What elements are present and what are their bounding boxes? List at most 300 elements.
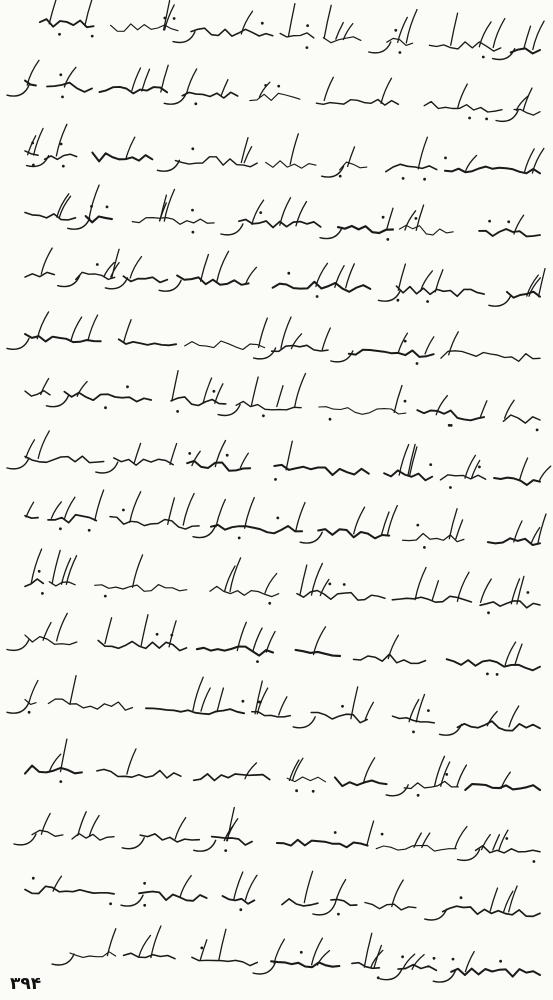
diacritic-dot: [191, 147, 194, 150]
diacritic-dot: [412, 731, 415, 734]
handwriting-stroke: [424, 102, 502, 112]
handwriting-stroke: [221, 80, 228, 95]
handwriting-stroke: [25, 151, 38, 155]
handwriting-stroke: [57, 194, 69, 217]
handwriting-stroke: [320, 579, 329, 595]
diacritic-dot: [188, 452, 191, 455]
diacritic-dot: [449, 486, 452, 489]
diacritic-dot: [143, 904, 146, 907]
diacritic-dot: [533, 860, 536, 863]
diacritic-dot: [90, 205, 93, 208]
handwriting-stroke: [70, 676, 76, 705]
diacritic-dot: [429, 463, 432, 466]
diacritic-dot: [62, 165, 65, 168]
diacritic-dot: [268, 602, 271, 605]
diacritic-dot: [104, 595, 107, 598]
handwriting-stroke: [236, 401, 301, 409]
handwriting-stroke: [62, 558, 71, 584]
diacritic-dot: [143, 882, 146, 885]
handwriting-stroke: [41, 248, 52, 274]
handwriting-stroke: [146, 708, 244, 714]
handwriting-stroke: [52, 954, 74, 965]
diacritic-dot: [341, 705, 344, 708]
handwriting-stroke: [539, 269, 546, 297]
handwriting-stroke: [48, 515, 96, 523]
handwriting-stroke: [280, 198, 291, 226]
handwriting-stroke: [31, 549, 41, 583]
handwriting-stroke: [34, 128, 44, 155]
handwriting-stroke: [241, 138, 248, 163]
diacritic-dot: [194, 102, 197, 105]
handwriting-stroke: [396, 286, 484, 296]
handwriting-stroke: [201, 255, 209, 282]
diacritic-dot: [106, 206, 109, 209]
handwriting-stroke: [324, 5, 331, 38]
diacritic-dot: [487, 611, 490, 614]
handwriting-stroke: [38, 431, 49, 459]
handwriting-stroke: [221, 224, 243, 235]
handwriting-stroke: [110, 517, 199, 530]
diacritic-dot: [59, 780, 62, 783]
handwriting-stroke: [253, 628, 262, 651]
handwriting-stroke: [274, 465, 369, 475]
handwriting-stroke: [240, 453, 248, 468]
diacritic-dot: [295, 789, 298, 792]
diacritic-dot: [173, 17, 176, 20]
handwriting-stroke: [399, 445, 409, 476]
handwriting-stroke: [519, 458, 527, 481]
handwriting-stroke: [293, 717, 315, 728]
diacritic-dot: [300, 951, 303, 954]
diacritic-dot: [32, 164, 35, 167]
handwriting-stroke: [288, 4, 295, 37]
diacritic-dot: [261, 22, 264, 25]
handwriting-stroke: [7, 640, 29, 651]
handwriting-stroke: [290, 760, 299, 780]
handwriting-stroke: [185, 341, 265, 350]
handwriting-stroke: [392, 880, 403, 907]
diacritic-dot: [277, 85, 280, 88]
handwriting-stroke: [435, 270, 443, 292]
handwriting-stroke: [493, 835, 500, 850]
diacritic-dot: [59, 73, 62, 76]
diacritic-dot: [452, 958, 455, 961]
diacritic-dot: [377, 976, 380, 979]
diacritic-dot: [394, 29, 397, 32]
handwriting-stroke: [515, 644, 522, 665]
handwriting-stroke: [26, 440, 35, 458]
diacritic-dot: [312, 790, 315, 793]
handwriting-stroke: [58, 276, 80, 287]
diacritic-dot: [334, 831, 337, 834]
diacritic-dot: [485, 118, 488, 121]
handwriting-stroke: [282, 899, 318, 906]
handwriting-stroke: [417, 410, 484, 420]
handwriting-stroke: [169, 621, 176, 647]
diacritic-dot: [416, 524, 419, 527]
handwriting-stroke: [403, 534, 464, 542]
handwriting-stroke: [324, 77, 333, 100]
diacritic-dot: [426, 300, 429, 303]
handwriting-stroke: [97, 769, 181, 778]
handwriting-stroke: [435, 756, 445, 786]
handwriting-stroke: [211, 525, 302, 533]
handwriting-stroke: [53, 876, 61, 891]
diacritic-dot: [224, 849, 227, 852]
diacritic-dot: [31, 142, 34, 145]
handwriting-stroke: [416, 695, 424, 723]
diacritic-dot: [316, 295, 319, 298]
handwriting-stroke: [440, 475, 485, 480]
handwriting-stroke: [126, 137, 135, 158]
handwriting-stroke: [480, 601, 540, 608]
diacritic-dot: [460, 896, 463, 899]
handwriting-stroke: [132, 218, 214, 225]
handwriting-stroke: [272, 345, 328, 351]
handwriting-stroke: [393, 716, 435, 723]
handwriting-stroke: [89, 816, 99, 836]
handwriting-stroke: [71, 317, 82, 340]
handwriting-stroke: [277, 840, 368, 848]
handwriting-stroke: [161, 65, 168, 92]
handwriting-stroke: [200, 940, 207, 960]
diacritic-dot: [468, 117, 471, 120]
handwriting-stroke: [133, 555, 143, 587]
handwriting-stroke: [227, 808, 234, 841]
handwriting-stroke: [7, 338, 29, 349]
handwriting-stroke: [25, 635, 77, 645]
handwriting-stroke: [398, 333, 407, 353]
handwriting-stroke: [76, 272, 115, 279]
handwriting-stroke: [193, 527, 215, 538]
handwriting-stroke: [51, 502, 61, 518]
handwriting-stroke: [191, 28, 273, 36]
handwriting-stroke: [172, 371, 178, 402]
handwriting-stroke: [95, 585, 187, 592]
handwriting-stroke: [252, 377, 259, 405]
handwriting-stroke: [494, 478, 540, 485]
handwriting-stroke: [48, 699, 132, 710]
handwriting-stroke: [338, 226, 393, 233]
diacritic-dot: [399, 51, 402, 54]
handwriting-stroke: [170, 444, 177, 465]
handwriting-stroke: [105, 618, 112, 644]
diacritic-dot: [536, 429, 539, 432]
diacritic-dot: [91, 35, 94, 38]
handwriting-stroke: [507, 292, 540, 298]
handwriting-stroke: [273, 282, 371, 292]
handwriting-stroke: [197, 647, 273, 656]
handwriting-stroke: [295, 374, 306, 408]
diacritic-dot: [264, 84, 267, 87]
handwriting-stroke: [25, 456, 104, 462]
handwriting-stroke: [369, 42, 391, 53]
handwriting-stroke: [364, 933, 372, 967]
diacritic-dot: [382, 216, 385, 219]
handwriting-stroke: [476, 846, 540, 853]
handwriting-stroke: [121, 895, 143, 906]
handwriting-stroke: [425, 337, 434, 354]
diacritic-dot: [496, 673, 499, 676]
diacritic-dot: [109, 902, 112, 905]
diacritic-dot: [448, 424, 451, 427]
handwriting-stroke: [281, 317, 291, 348]
handwriting-stroke: [290, 134, 298, 165]
diacritic-dot: [259, 701, 262, 704]
diacritic-dot: [41, 592, 44, 595]
handwriting-stroke: [300, 565, 307, 595]
handwriting-stroke: [482, 835, 491, 850]
handwriting-stroke: [139, 892, 207, 901]
handwriting-stroke: [505, 642, 515, 665]
diacritic-dot: [276, 517, 279, 520]
handwriting-stroke: [124, 320, 131, 342]
diacritic-dot: [238, 537, 241, 540]
handwriting-stroke: [447, 659, 540, 670]
handwriting-stroke: [119, 339, 177, 345]
diacritic-dot: [478, 466, 481, 469]
handwriting-stroke: [173, 32, 195, 43]
handwriting-stroke: [141, 615, 148, 646]
diacritic-dot: [337, 913, 340, 916]
handwriting-stroke: [32, 830, 63, 836]
handwriting-stroke: [14, 834, 36, 845]
handwriting-stroke: [312, 938, 323, 965]
handwriting-stroke: [25, 766, 82, 774]
handwriting-stroke: [124, 953, 175, 959]
handwriting-stroke: [398, 264, 405, 290]
handwriting-stroke: [456, 520, 463, 539]
handwriting-stroke: [490, 888, 497, 911]
handwriting-stroke: [64, 497, 75, 519]
handwriting-stroke: [479, 229, 540, 236]
diacritic-dot: [287, 272, 290, 275]
handwriting-stroke: [139, 935, 151, 957]
handwriting-stroke: [25, 700, 36, 705]
diacritic-dot: [191, 209, 194, 212]
diacritic-dot: [59, 527, 62, 530]
handwriting-stroke: [449, 509, 457, 539]
handwriting-stroke: [363, 758, 374, 783]
handwriting-stroke: [177, 276, 249, 285]
diacritic-dot: [38, 570, 41, 573]
handwriting-stroke: [194, 774, 270, 781]
handwriting-stroke: [455, 827, 467, 849]
handwriting-stroke: [271, 961, 339, 967]
handwriting-stroke: [349, 350, 434, 357]
handwriting-stroke: [376, 845, 456, 851]
handwriting-stroke: [194, 840, 216, 851]
handwriting-stroke: [66, 556, 76, 585]
handwriting-stroke: [335, 777, 387, 786]
handwriting-stroke: [111, 24, 178, 31]
handwriting-stroke: [171, 397, 226, 406]
handwriting-stroke: [37, 312, 48, 339]
handwriting-stroke: [316, 100, 398, 106]
diacritic-dot: [170, 634, 173, 637]
diacritic-dot: [122, 509, 125, 512]
handwriting-stroke: [398, 17, 408, 42]
handwriting-stroke: [480, 401, 487, 417]
handwriting-stroke: [457, 572, 469, 601]
diacritic-dot: [488, 220, 491, 223]
handwriting-stroke: [279, 697, 287, 715]
handwriting-stroke: [27, 60, 39, 85]
handwriting-stroke: [7, 85, 29, 96]
handwriting-stroke: [451, 969, 540, 977]
handwriting-stroke: [433, 971, 455, 982]
handwriting-stroke: [496, 111, 518, 122]
handwriting-stroke: [388, 635, 398, 658]
diacritic-dot: [423, 546, 426, 549]
diacritic-dot: [328, 583, 331, 586]
handwriting-stroke: [399, 225, 453, 235]
diacritic-dot: [444, 157, 447, 160]
handwriting-stroke: [151, 926, 161, 958]
handwriting-stroke: [25, 579, 43, 586]
handwriting-stroke: [458, 850, 480, 861]
handwriting-stroke: [47, 83, 92, 92]
diacritic-dot: [404, 340, 407, 343]
handwriting-stroke: [254, 348, 276, 359]
handwriting-stroke: [95, 490, 104, 520]
handwriting-stroke: [387, 506, 397, 536]
diacritic-dot: [58, 33, 61, 36]
handwriting-stroke: [78, 812, 86, 836]
handwriting-stroke: [230, 558, 241, 592]
diacritic-dot: [507, 220, 510, 223]
handwriting-stroke: [49, 0, 56, 24]
handwriting-stroke: [381, 78, 391, 103]
handwriting-stroke: [107, 929, 115, 956]
handwriting-stroke: [277, 386, 283, 407]
handwriting-stroke: [7, 702, 29, 713]
handwriting-stroke: [218, 405, 240, 416]
diacritic-dot: [176, 410, 179, 413]
diacritic-dot: [306, 46, 309, 49]
handwriting-stroke: [514, 521, 522, 542]
handwriting-stroke: [354, 507, 365, 534]
handwriting-stroke: [130, 257, 141, 278]
handwriting-stroke: [175, 818, 186, 839]
handwriting-stroke: [311, 713, 367, 723]
handwriting-stroke: [25, 272, 54, 277]
handwriting-stroke: [140, 834, 199, 842]
diacritic-dot: [242, 700, 245, 703]
diacritic-dot: [192, 231, 195, 234]
handwriting-stroke: [245, 763, 257, 779]
handwriting-stroke: [331, 351, 353, 362]
handwriting-stroke: [85, 0, 93, 26]
handwriting-stroke: [130, 492, 141, 523]
handwriting-stroke: [43, 623, 51, 641]
handwriting-stroke: [203, 378, 211, 403]
handwriting-stroke: [440, 724, 462, 735]
handwriting-stroke: [365, 903, 416, 910]
diacritic-dot: [499, 960, 502, 963]
handwriting-stroke: [408, 444, 415, 475]
diacritic-dot: [329, 418, 332, 421]
diacritic-dot: [397, 299, 400, 302]
diacritic-dot: [104, 406, 107, 409]
handwriting-stroke: [217, 688, 223, 712]
handwriting-stroke: [25, 213, 76, 220]
handwriting-stroke: [127, 749, 136, 774]
handwriting-stroke: [25, 391, 50, 396]
handwriting-stroke: [88, 315, 98, 341]
diacritic-dot: [339, 175, 342, 178]
handwriting-stroke: [25, 886, 114, 894]
handwriting-stroke: [404, 781, 458, 788]
handwriting-stroke: [304, 871, 312, 902]
handwriting-stroke: [322, 328, 330, 350]
handwriting-stroke: [499, 830, 508, 850]
handwriting-stroke: [493, 19, 505, 48]
diacritic-dot: [239, 908, 242, 911]
diacritic-dot: [256, 660, 259, 663]
handwriting-stroke: [114, 458, 173, 465]
handwriting-stroke: [319, 407, 406, 415]
handwriting-stroke: [458, 84, 468, 107]
handwriting-stroke: [187, 69, 197, 93]
handwriting-stroke: [286, 441, 292, 470]
handwriting-stroke: [216, 500, 225, 527]
handwriting-stroke: [246, 267, 257, 283]
diacritic-dot: [156, 633, 159, 636]
diacritic-dot: [259, 211, 262, 214]
diacritic-dot: [417, 794, 420, 797]
handwriting-stroke: [386, 164, 437, 171]
handwriting-stroke: [336, 23, 344, 39]
handwriting-stroke: [320, 228, 342, 239]
diacritic-dot: [416, 362, 419, 365]
handwriting-stroke: [234, 872, 243, 899]
handwriting-stroke: [253, 963, 275, 974]
handwriting-stroke: [387, 208, 393, 229]
handwriting-stroke: [265, 574, 277, 594]
handwriting-stroke: [46, 396, 68, 407]
handwriting-stroke: [418, 137, 427, 169]
handwriting-stroke: [451, 13, 458, 45]
handwriting-stroke: [215, 384, 223, 404]
handwriting-stroke: [367, 821, 374, 846]
handwriting-stroke: [300, 532, 322, 543]
diacritic-dot: [445, 773, 448, 776]
handwriting-stroke: [346, 264, 355, 288]
handwriting-stroke: [52, 550, 60, 583]
handwriting-stroke: [296, 503, 305, 531]
handwriting-stroke: [517, 576, 524, 604]
diacritic-dot: [343, 583, 346, 586]
handwriting-stroke: [335, 266, 344, 288]
handwriting-stroke: [26, 502, 33, 517]
handwriting-stroke: [217, 251, 229, 282]
diacritic-dot: [401, 955, 404, 958]
handwriting-stroke: [266, 632, 275, 653]
handwriting-stroke: [539, 466, 551, 482]
handwriting-stroke: [219, 929, 226, 960]
diacritic-dot: [262, 414, 265, 417]
diacritic-dot: [28, 711, 31, 714]
diacritic-dot: [433, 957, 436, 960]
handwriting-stroke: [524, 26, 531, 49]
handwriting-stroke: [503, 415, 540, 423]
handwriting-stroke: [223, 896, 255, 904]
diacritic-dot: [226, 454, 229, 457]
handwriting-stroke: [509, 886, 517, 912]
handwriting-stroke: [134, 443, 140, 463]
diacritic-dot: [423, 178, 426, 181]
